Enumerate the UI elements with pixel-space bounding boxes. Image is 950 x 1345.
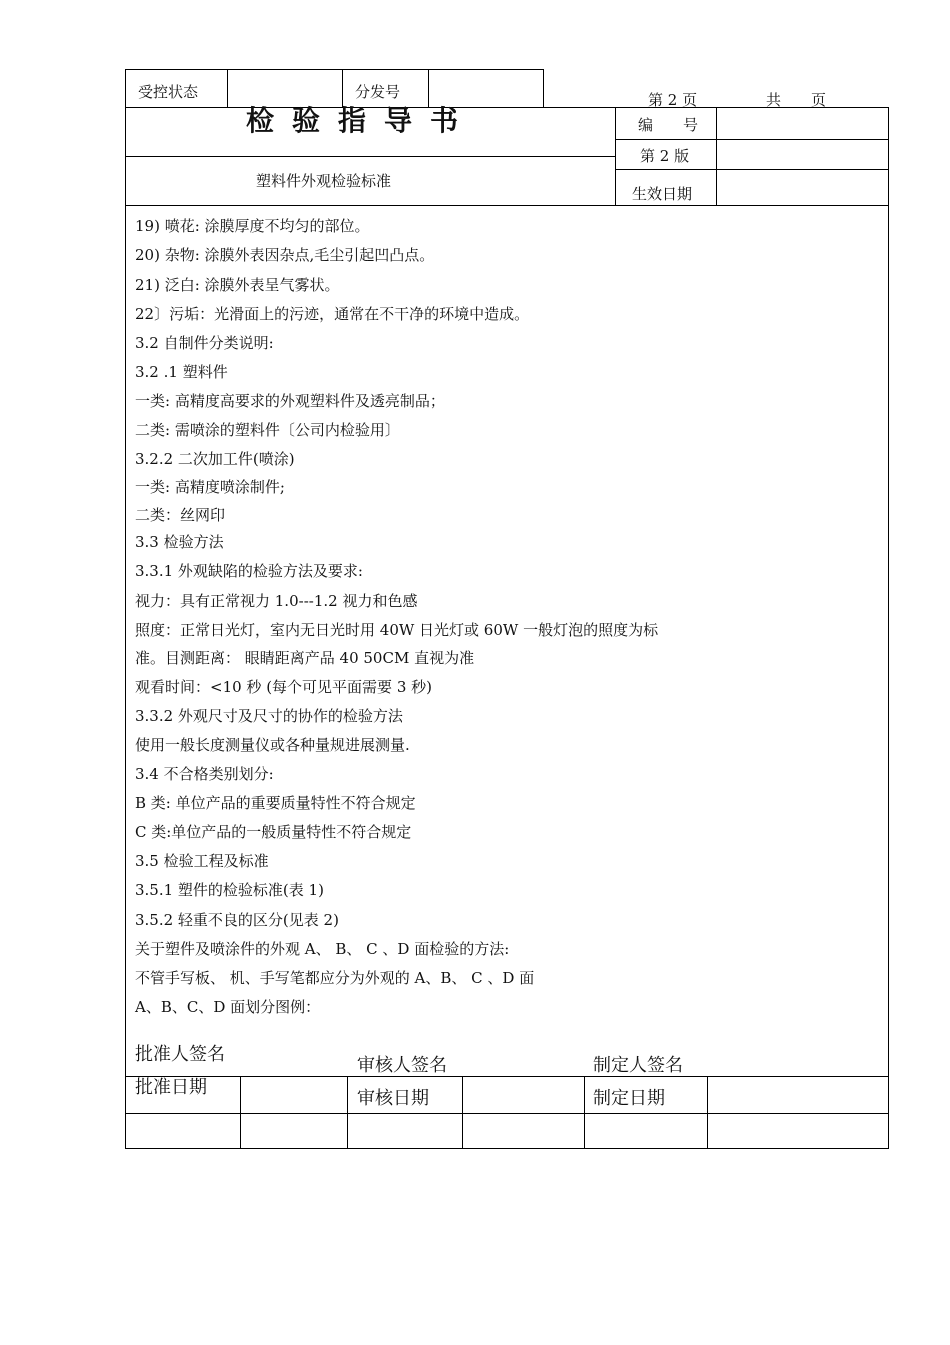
- effective-date-label: 生效日期: [632, 185, 693, 203]
- body-line: B 类: 单位产品的重要质量特性不符合规定: [135, 794, 416, 812]
- body-line: 一类: 高精度喷涂制件;: [135, 478, 285, 496]
- distribution-no-label: 分发号: [355, 83, 401, 101]
- review-date-label: 审核日期: [357, 1088, 429, 1109]
- total-pages: 共 页: [766, 91, 827, 109]
- approve-date-value[interactable]: [243, 1079, 344, 1110]
- body-line: 20) 杂物: 涂膜外表因杂点,毛尘引起凹凸点。: [135, 246, 435, 264]
- body-line: 视力：具有正常视力 1.0---1.2 视力和色感: [135, 592, 418, 610]
- maker-sign-label: 制定人签名: [593, 1055, 683, 1076]
- version-value[interactable]: [719, 142, 885, 167]
- body-line: 使用一般长度测量仪或各种量规进展测量.: [135, 736, 410, 754]
- approver-sign-label: 批准人签名: [135, 1044, 225, 1065]
- make-date-value[interactable]: [710, 1079, 885, 1110]
- body-line: 3.2 .1 塑料件: [135, 363, 228, 381]
- page-title: 检验指导书: [246, 104, 477, 137]
- approver-signature-cell[interactable]: [128, 1116, 237, 1145]
- body-line: 22〕污垢：光滑面上的污迹，通常在不干净的环境中造成。: [135, 305, 530, 323]
- body-line: C 类:单位产品的一般质量特性不符合规定: [135, 823, 412, 841]
- body-line: 二类：丝网印: [135, 506, 226, 524]
- page-number: 第 2 页: [648, 91, 698, 109]
- effective-date-value[interactable]: [719, 172, 885, 203]
- body-line: 19) 喷花: 涂膜厚度不均匀的部位。: [135, 217, 370, 235]
- body-line: 观看时间：<10 秒 (每个可见平面需要 3 秒): [135, 678, 432, 696]
- reviewer-signature-cell[interactable]: [350, 1116, 459, 1145]
- body-line: 21) 泛白: 涂膜外表呈气雾状。: [135, 276, 340, 294]
- review-date-value[interactable]: [465, 1079, 581, 1110]
- document-subtitle: 塑料件外观检验标准: [256, 172, 392, 190]
- signature-cell[interactable]: [243, 1116, 344, 1145]
- body-line: 准。目测距离： 眼睛距离产品 40 50CM 直视为准: [135, 649, 475, 667]
- version-label: 第 2 版: [640, 147, 690, 165]
- reviewer-sign-label: 审核人签名: [357, 1055, 447, 1076]
- body-line: 3.2.2 二次加工件(喷涂): [135, 450, 295, 468]
- body-line: 3.5.2 轻重不良的区分(见表 2): [135, 911, 339, 929]
- body-line: 不管手写板、 机、手写笔都应分为外观的 A、B、 C 、D 面: [135, 969, 535, 987]
- body-line: 3.2 自制件分类说明:: [135, 334, 274, 352]
- body-line: 3.4 不合格类别划分:: [135, 765, 274, 783]
- body-line: 3.3.2 外观尺寸及尺寸的协作的检验方法: [135, 707, 403, 725]
- signature-cell[interactable]: [465, 1116, 581, 1145]
- body-line: A、B、C、D 面划分图例：: [135, 998, 321, 1016]
- body-line: 3.3 检验方法: [135, 533, 224, 551]
- body-line: 照度：正常日光灯，室内无日光时用 40W 日光灯或 60W 一般灯泡的照度为标: [135, 621, 659, 639]
- maker-signature-cell[interactable]: [587, 1116, 704, 1145]
- code-label: 编 号: [638, 116, 699, 134]
- body-line: 3.5.1 塑件的检验标准(表 1): [135, 881, 324, 899]
- code-value[interactable]: [719, 110, 885, 137]
- body-line: 二类: 需喷涂的塑料件〔公司内检验用〕: [135, 421, 400, 439]
- make-date-label: 制定日期: [593, 1088, 665, 1109]
- approve-date-label: 批准日期: [135, 1077, 207, 1098]
- controlled-status-label: 受控状态: [138, 83, 199, 101]
- signature-cell[interactable]: [710, 1116, 885, 1145]
- body-line: 一类: 高精度高要求的外观塑料件及透亮制品；: [135, 392, 445, 410]
- body-line: 3.5 检验工程及标准: [135, 852, 269, 870]
- body-line: 关于塑件及喷涂件的外观 A、 B、 C 、D 面检验的方法:: [135, 940, 510, 958]
- body-line: 3.3.1 外观缺陷的检验方法及要求:: [135, 562, 363, 580]
